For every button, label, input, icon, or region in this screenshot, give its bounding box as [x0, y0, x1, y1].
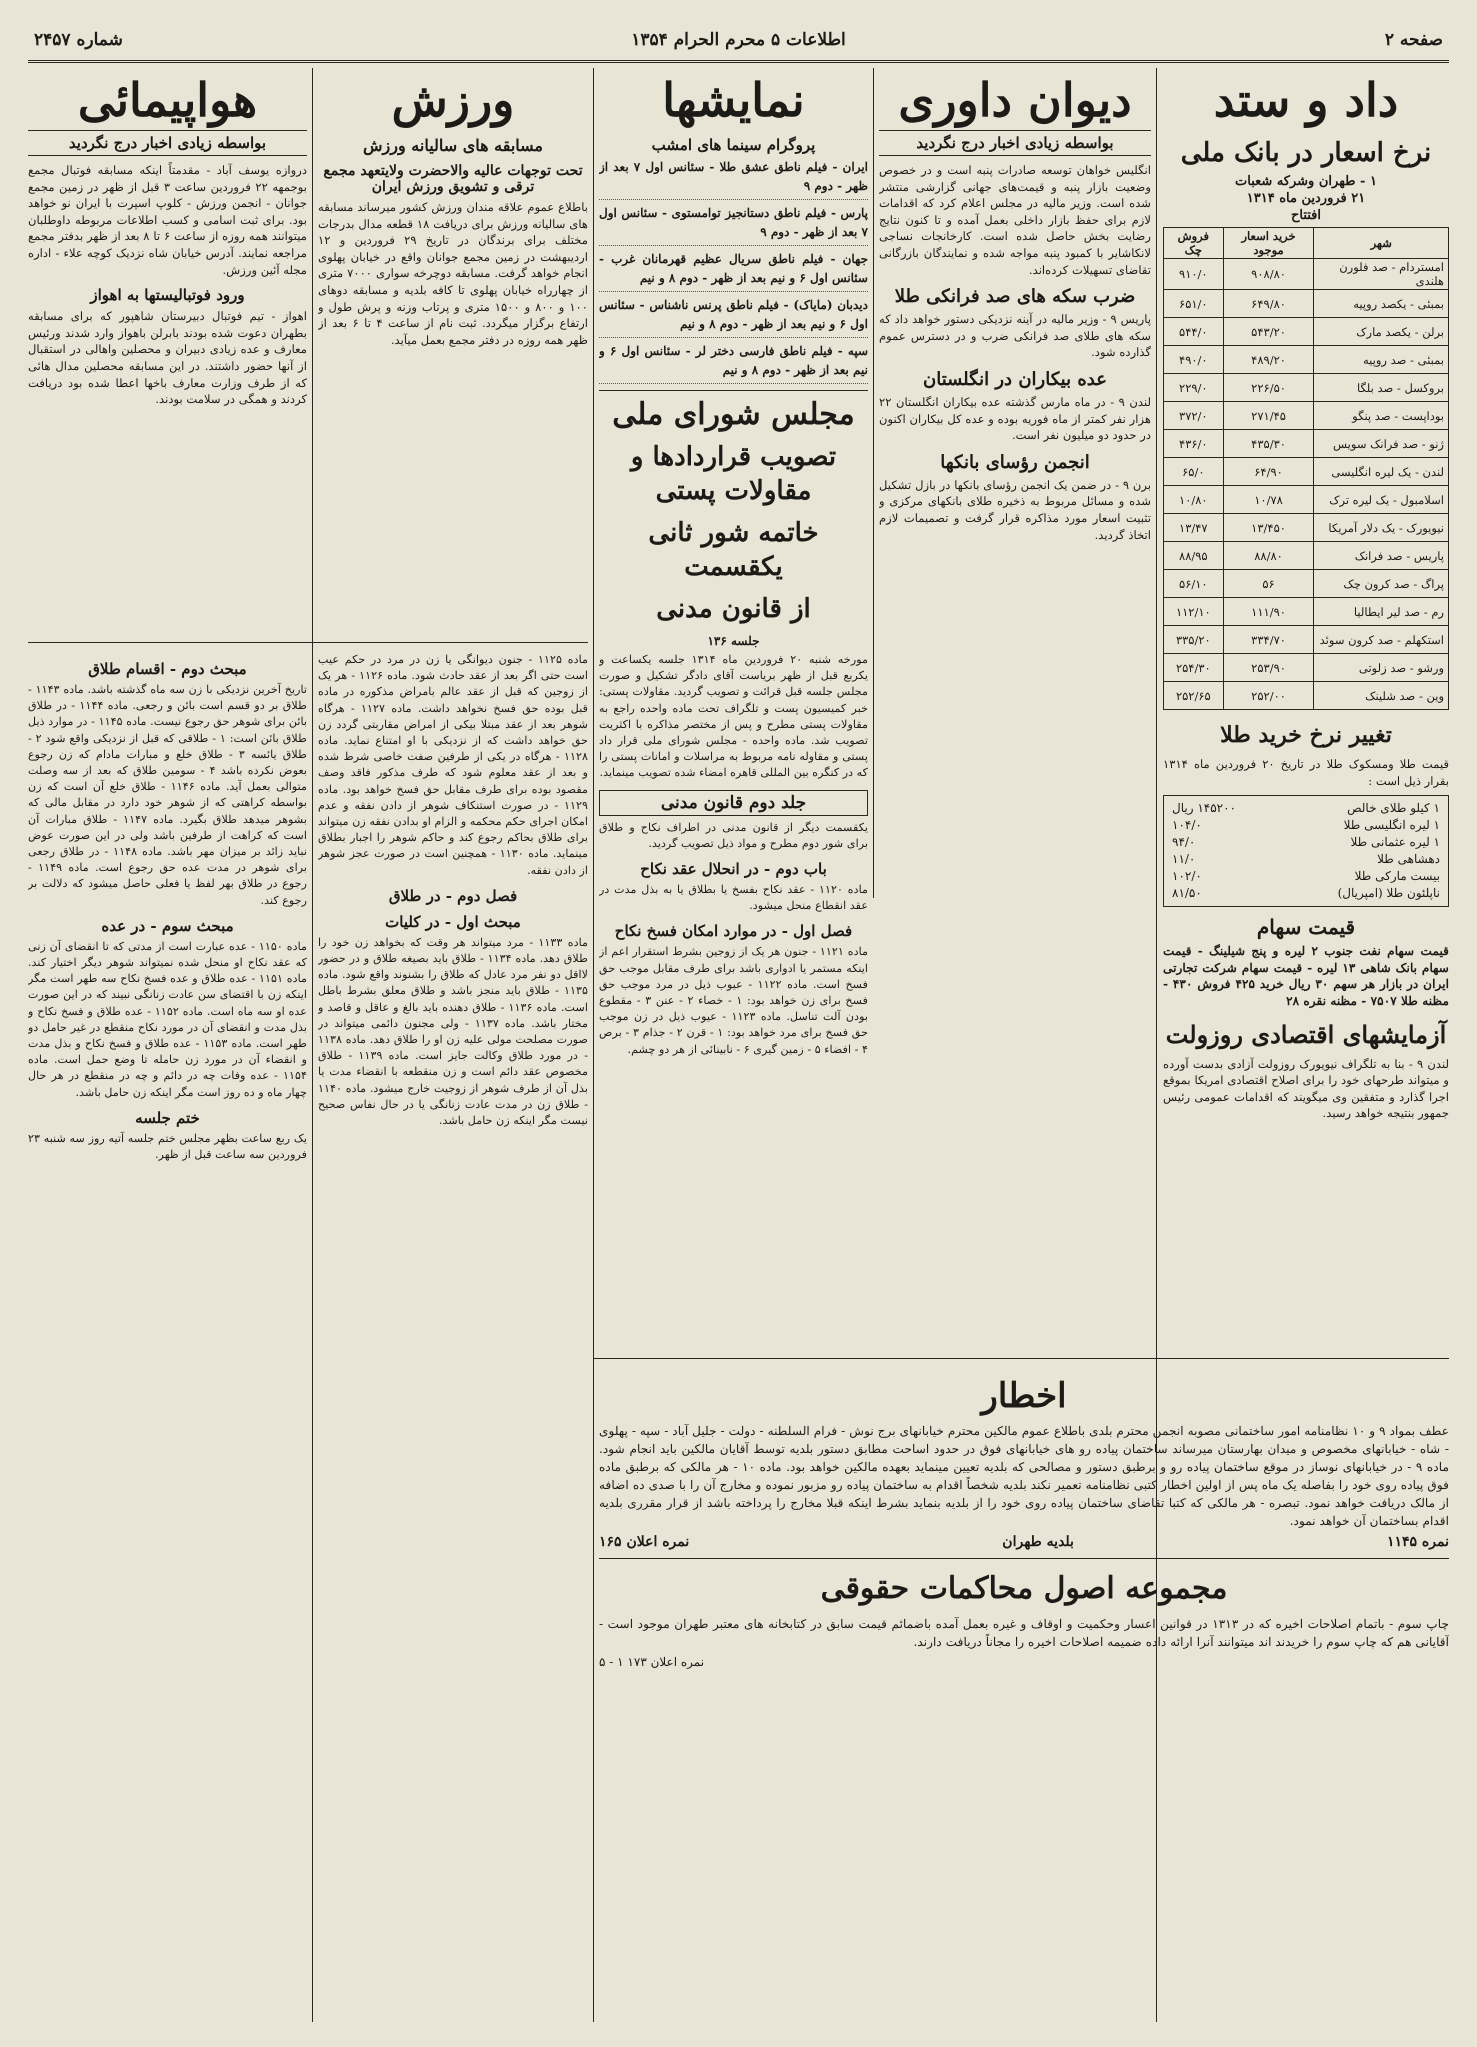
table-row [1164, 598, 1449, 626]
rate-cell: ۵۶/۱۰ [1164, 570, 1224, 598]
rate-cell: ۴۹۰/۰ [1164, 346, 1224, 374]
rate-cell: ۳۳۵/۲۰ [1164, 626, 1224, 654]
table-row [1164, 626, 1449, 654]
city-cell: بروکسل - صد بلگا [1314, 374, 1449, 402]
cinema-listing: ایران - فیلم ناطق عشق طلا - سئانس اول ۷ بعد از ظهر - دوم ۹ [599, 158, 868, 200]
newspaper-page [28, 22, 1449, 2022]
city-cell: ورشو - صد زلوتی [1314, 654, 1449, 682]
rate-cell: ۲۵۳/۹۰ [1223, 654, 1314, 682]
gold-price-row [1172, 800, 1440, 817]
shares-title: قیمت سهام [1256, 915, 1356, 940]
rate-cell: ۱۱۱/۹۰ [1223, 598, 1314, 626]
trade-sub1: ۱ - طهران وشرکه شعبات [1235, 174, 1377, 189]
section-rule [28, 642, 588, 643]
city-cell: بمبئی - صد روپیه [1314, 346, 1449, 374]
gold-item: ناپلئون طلا (امپریال) [1337, 886, 1440, 901]
rate-cell: ۵۴۴/۰ [1164, 318, 1224, 346]
trade-sub2: ۲۱ فروردین ماه ۱۳۱۴ [1246, 191, 1366, 206]
aviation-text2: اهواز - تیم فوتبال دبیرستان شاهپور که برای مسابقه بطهران دعوت شده بودند بابرلن باهواز وارد شدند ورئیس معارف و عده زیادی دبیران و محصلین واهالی در استقبال از آنها حضور داشتند. در این مسابقه محصلین مدال هائی که از طرف وزارت معارف باخها اعطا شده بود دریافت کردند و همگی در سلامت بودند. [28, 309, 307, 407]
rate-cell: ۲۲۹/۰ [1164, 374, 1224, 402]
chapter-text: یکقسمت دیگر از قانون مدنی در اطراف نکاح و طلاق برای شور دوم مطرح و مواد ذیل تصویب گردید. [599, 820, 868, 850]
court-subtitle: بواسطه زیادی اخبار درج نگردید [879, 130, 1151, 156]
gold-item: ۱ کیلو طلای خالص [1347, 801, 1440, 816]
rate-cell: ۴۳۵/۳۰ [1223, 430, 1314, 458]
trade-title: داد و ستد [1213, 73, 1399, 127]
gold-coin-head: ضرب سکه های صد فرانکی طلا [894, 286, 1136, 308]
shares-text: قیمت سهام نفت جنوب ۲ لیره و پنج شیلینگ - قیمت سهام بانک شاهی ۱۳ لیره - قیمت سهام شرکت تجارتی ایران در بازار هر سهم ۳۰ ریال خرید ۴۲۵ فروش ۴۳۰ - مظنه طلا ۷۵۰۷ - مظنه نقره ۲۸ [1163, 944, 1449, 1008]
ekhtar-number2: نمره ۱۱۴۵ [1386, 1534, 1449, 1550]
rate-cell: ۵۶ [1223, 570, 1314, 598]
gold-price: ۹۴/۰ [1172, 835, 1196, 850]
majlis-head1: تصویب قراردادها و مقاولات پستی [630, 442, 837, 506]
civil-mid-head2: مبحث اول - در کلیات [385, 912, 521, 931]
section2-head: فصل اول - در موارد امکان فسخ نکاح [614, 922, 853, 941]
gold-price: ۱۰۴/۰ [1172, 818, 1202, 833]
banks-head: انجمن رؤسای بانکها [940, 451, 1090, 473]
table-row [1164, 346, 1449, 374]
civil-text2: ماده ۱۱۵۰ - عده عبارت است از مدتی که تا انقضای آن زنی که عقد نکاح او منحل شده نمیتواند شوهر دیگر اختیار کند. ماده ۱۱۵۱ - عده طلاق و عده فسخ نکاح سه طهر است مگر اینکه زن با اقتضای سن عادت زنانگی نبیند که در این صورت عده او سه ماه است. ماده ۱۱۵۲ - عده طلاق و فسخ نکاح و بذل مدت و انقضای آن در مورد نکاح منقطع در غیر حامل دو طهر است. ماده ۱۱۵۳ - عده طلاق و فسخ نکاح و بذل مدت و انقضاء آن در مورد زن حامله تا وضع حمل است. ماده ۱۱۵۴ - عده وفات چه در دائم و چه در منقطع در هر حال چهار ماه و ده روز است مگر اینکه زن حامل باشد. [28, 939, 307, 1099]
court-column [879, 68, 1151, 1378]
table-row [1164, 486, 1449, 514]
table-row [1164, 682, 1449, 710]
court-title: دیوان داوری [898, 73, 1132, 127]
gold-title: تغییر نرخ خرید طلا [1220, 722, 1392, 748]
sport-subtitle: مسابقه های سالیانه ورزش [363, 136, 543, 155]
rate-cell: ۱۰/۸۰ [1164, 486, 1224, 514]
majlis-text: مورخه شنبه ۲۰ فروردین ماه ۱۳۱۴ جلسه یکساعت و یکربع قبل از ظهر بریاست آقای دادگر تشکیل و صورت مجلس جلسه قبل قرائت و تصویب گردید. مقاولات پستی: خبر کمیسیون پست و تلگراف تحت ماده واحده راجع به مقاولات پستی مطرح و پس از مختصر مذاکره با اکثریت تصویب شد. ماده واحده - مجلس شورای ملی قرار داد پستی و مقاوله نامه مربوط به مراسلات و امانات پستی را که در کنگره بین المللی قاهره امضاء شده تصویب مینماید. [599, 653, 868, 780]
rate-cell: ۶۴۹/۸۰ [1223, 290, 1314, 318]
table-row [1164, 570, 1449, 598]
table-row [1164, 374, 1449, 402]
ekhtar-footer [599, 1534, 1449, 1550]
sport-column [318, 68, 588, 638]
city-cell: نیویورک - یک دلار آمریکا [1314, 514, 1449, 542]
majlis-head2: خاتمه شور ثانی یکقسمت [648, 518, 819, 582]
table-header-row [1164, 228, 1449, 259]
city-cell: برلن - یکصد مارک [1314, 318, 1449, 346]
column-rule [873, 68, 874, 898]
city-cell: بمبئی - یکصد روپیه [1314, 290, 1449, 318]
rate-cell: ۲۷۱/۴۵ [1223, 402, 1314, 430]
gold-box [1163, 795, 1449, 907]
gold-coin-text: پاریس ۹ - وزیر مالیه در آینه نزدیکی دستور خواهد داد که سکه های طلای صد فرانکی ضرب و در دسترس عموم گذارده شود. [879, 312, 1151, 360]
gold-price-row [1172, 868, 1440, 885]
gold-price-row [1172, 817, 1440, 834]
civil-mid-text: ماده ۱۱۲۵ - جنون دیوانگی یا زن در مرد در حکم عیب است حتی اگر بعد از عقد حادث شود. ماده ۱۱۲۶ - هر یک از زوجین که قبل از عقد عالم بامراض مذکوره در ماده قبل بوده حق فسخ نخواهد داشت. ماده ۱۱۲۷ - هرگاه شوهر بعد از عقد مبتلا بیکی از امراض مقاربتی گردد زن حق خواهد داشت که از نزدیکی با او امتناع نماید. ماده ۱۱۲۸ - هرگاه در یکی از طرفین صفت خاصی شرط شده و بعد از عقد معلوم شود که طرف مذکور فاقد وصف مقصود بوده برای طرف مقابل حق فسخ خواهد بود. ماده ۱۱۲۹ - در صورت استنکاف شوهر از دادن نفقه و عدم امکان اجرای حکم محکمه و الزام او بدادن نفقه زن میتواند برای طلاق بحاکم رجوع کند و حاکم شوهر را اجبار بطلاق مینماید. ماده ۱۱۳۰ - همچنین است در صورت عجز شوهر از دادن نفقه. [318, 653, 588, 877]
rate-cell: ۸۸/۹۵ [1164, 542, 1224, 570]
gold-price-row [1172, 834, 1440, 851]
rate-cell: ۴۸۹/۲۰ [1223, 346, 1314, 374]
court-article: انگلیس خواهان توسعه صادرات پنبه است و در خصوص وضعیت بازار پنبه و قیمت‌های جهانی گزارشی منتشر شده است. وزیر مالیه در مجلس اعلام کرد که اقدامات لازم برای حفظ بازار داخلی بعمل آمده و تا کنون نتایج رضایت بخش حاصل شده است. کارخانجات نساجی لانکاشایر با کمبود پنبه مواجه شده و نمایندگان بازرگانی تقاضای تسهیلات کرده‌اند. [879, 163, 1151, 277]
gold-price-row [1172, 885, 1440, 902]
trade-sub3: افتتاح [1290, 208, 1322, 223]
sport-head: تحت توجهات عالیه والاحضرت ولایتعهد مجمع ترقی و تشویق ورزش ایران [323, 163, 583, 195]
gold-price-row [1172, 851, 1440, 868]
aviation-head2: ورود فوتبالیستها به اهواز [90, 286, 245, 305]
majlis-head3: از قانون مدنی [656, 594, 811, 624]
experiments-text: لندن ۹ - بنا به تلگراف نیویورک روزولت آزادی بدست آورده و میتواند طرحهای خود را برای اصلاح اقتصادی امریکا بموقع اجرا گذارد و متفقین وی میگویند که اقدامات عمومی رئیس جمهور بنتیجه خواهد رسید. [1163, 1056, 1449, 1121]
table-row [1164, 514, 1449, 542]
column-rule [312, 68, 313, 2022]
page-label: صفحه ۲ [1384, 30, 1443, 50]
majlis-stamp: مجلس شورای ملی [612, 397, 855, 432]
rate-cell: ۶۵۱/۰ [1164, 290, 1224, 318]
session-close-text: یک ربع ساعت بظهر مجلس ختم جلسه آتیه روز سه شنبه ۲۳ فروردین سه ساعت قبل از ظهر. [28, 1131, 307, 1162]
trade-column [1163, 68, 1449, 1378]
table-row [1164, 259, 1449, 290]
cinema-listing: سپه - فیلم ناطق فارسی دختر لر - سئانس اول ۶ و نیم بعد از ظهر - دوم ۸ و نیم [599, 342, 868, 384]
gold-item: دهشاهی طلا [1377, 852, 1440, 867]
section1-text: ماده ۱۱۲۰ - عقد نکاح بفسخ یا بطلاق یا به بذل مدت در عقد انقطاع منحل میشود. [599, 883, 868, 913]
majmoe-number: نمره اعلان ۱۷۳ ۱ - ۵ [599, 1655, 705, 1669]
table-row [1164, 290, 1449, 318]
section1-head: باب دوم - در انحلال عقد نکاح [640, 860, 827, 879]
experiments-title: آزمایشهای اقتصادی روزولت [1165, 1019, 1447, 1049]
exchange-rate-table [1163, 227, 1449, 710]
civil-code-left [28, 652, 307, 2016]
gold-price: ۱۴۵۲۰۰ ریال [1172, 801, 1236, 816]
ekhtar-text: عطف بمواد ۹ و ۱۰ نظامنامه امور ساختمانی مصوبه انجمن محترم بلدی باطلاع عموم مالکین محترم خیابانهای برج نوش - فرام السلطنه - دولت - جلیل آباد - سپه - پهلوی - شاه - خیابانهای مخصوص و میدان بهارستان میرساند ساختمان پیاده رو های خیابانهای فوق در حدود اساحت مطابق دستور بلدیه توسط آقایان مالکین باید انجام شود. ماده ۹ - در خیابانهای نوساز در موقع ساختمان پیاده رو و برطبق دستور و مصالحی که بلدیه تعیین مینماید بعهده مالکین خواهد بود. ماده ۱۰ - هر مالکی که برطبق ماده فوق پیاده روی خود را بفاصله یک ماه پس از اولین اخطار کتبی نظامنامه تعمیر نکند بلدیه شخصاً اقدام به ساختمان پیاده رو مزبور نموده و مخارج آن را با صدی ده اضافه از مالک دریافت خواهد نمود. تبصره - هر مالکی که کتبا تقاضای ساختمان پیاده روی خود را از بلدیه بنماید بشرط اینکه قبلا مخارج را پرداخته باشد از قرار مقرری بلدیه اقدام بساختمان آن خواهد نمود. [599, 1424, 1449, 1528]
rate-cell: ۶۴/۹۰ [1223, 458, 1314, 486]
majmoe-title: مجموعه اصول محاکمات حقوقی [820, 1571, 1228, 1606]
rate-cell: ۳۷۲/۰ [1164, 402, 1224, 430]
city-cell: وین - صد شلینک [1314, 682, 1449, 710]
majmoe-text: چاپ سوم - باتمام اصلاحات اخیره که در ۱۳۱۳ در قوانین اعسار وحکمیت و اوقاف و غیره بعمل آمده باضمائم قیمت سابق در کتابخانه های معتبر طهران موجود است - آقایانی هم که چاپ سوم را خریدند اند میتوانند آنرا ارائه داده ضمیمه اصلاحات اخیره را مجاناً دریافت دارند. [599, 1617, 1449, 1649]
section2-text: ماده ۱۱۲۱ - جنون هر یک از زوجین بشرط استقرار اعم از اینکه مستمر یا ادواری باشد برای طرف مقابل موجب حق فسخ است. ماده ۱۱۲۲ - عیوب ذیل در مرد موجب حق فسخ برای زن خواهد بود: ۱ - خصاء ۲ - عنن ۳ - مقطوع بودن آلت تناسل. ماده ۱۱۲۳ - عیوب ذیل در زن موجب حق فسخ برای مرد خواهد بود: ۱ - قرن ۲ - جذام ۳ - برص ۴ - افضاء ۵ - زمین گیری ۶ - نابینائی از هر دو چشم. [599, 945, 868, 1056]
section-rule [599, 1558, 1449, 1559]
table-row [1164, 458, 1449, 486]
city-cell: ژنو - صد فرانک سویس [1314, 430, 1449, 458]
rate-cell: ۲۵۴/۳۰ [1164, 654, 1224, 682]
table-row [1164, 318, 1449, 346]
gold-item: ۱ لیره عثمانی طلا [1350, 835, 1440, 850]
city-cell: پراگ - صد کرون چک [1314, 570, 1449, 598]
rate-cell: ۵۴۳/۲۰ [1223, 318, 1314, 346]
table-row [1164, 654, 1449, 682]
rate-cell: ۸۸/۸۰ [1223, 542, 1314, 570]
rate-cell: ۹۱۰/۰ [1164, 259, 1224, 290]
banks-text: برن ۹ - در ضمن یک انجمن رؤسای بانکها در بازل تشکیل شده و مسائل مربوط به ذخیره طلای بانکهای مرکزی و تثبیت اسعار مورد مذاکره قرار گرفت و تصمیمات لازم اتخاذ گردید. [879, 477, 1151, 542]
unemployed-head: عده بیکاران در انگلستان [922, 368, 1107, 390]
city-cell: پاریس - صد فرانک [1314, 542, 1449, 570]
rate-cell: ۲۵۲/۰۰ [1223, 682, 1314, 710]
section-rule [599, 390, 868, 391]
rate-cell: ۴۳۶/۰ [1164, 430, 1224, 458]
rate-cell: ۶۵/۰ [1164, 458, 1224, 486]
gold-intro: قیمت طلا ومسکوک طلا در تاریخ ۲۰ فروردین ماه ۱۳۱۴ بقرار ذیل است : [1163, 757, 1449, 788]
notices-block [599, 1366, 1449, 2016]
table-header: شهر [1314, 228, 1449, 259]
city-cell: رم - صد لیر ایطالیا [1314, 598, 1449, 626]
civil-code-mid [318, 652, 588, 2016]
chapter-head: جلد دوم قانون مدنی [599, 790, 868, 816]
rate-cell: ۱۳/۴۵۰ [1223, 514, 1314, 542]
unemployed-text: لندن ۹ - در ماه مارس گذشته عده بیکاران انگلستان ۲۲ هزار نفر کمتر از ماه فوریه بوده و عده کل بیکاران اکنون در حدود دو میلیون نفر است. [879, 394, 1151, 443]
table-header: فروش چک [1164, 228, 1224, 259]
rate-cell: ۹۰۸/۸۰ [1223, 259, 1314, 290]
rate-cell: ۲۲۶/۵۰ [1223, 374, 1314, 402]
sport-title: ورزش [391, 73, 515, 127]
rate-cell: ۱۰/۷۸ [1223, 486, 1314, 514]
rate-cell: ۲۵۲/۶۵ [1164, 682, 1224, 710]
ekhtar-number: نمره اعلان ۱۶۵ [599, 1534, 690, 1550]
shows-title: نمایشها [662, 73, 805, 127]
cinema-listing: پارس - فیلم ناطق دستانجیز توامستوی - سئانس اول ۷ بعد از ظهر - دوم ۹ [599, 204, 868, 246]
aviation-text: دروازه یوسف آباد - مقدمتاً اینکه مسابقه فوتبال مجمع بوجمهه ۲۲ فروردین ساعت ۳ قبل از ظهر در زمین مجمع جوانان - انجمن ورزش - کلوپ اسپرت با ایران نو خواهد بود. برای ثبت اسامی و کسب اطلاعات مربوطه داوطلبان میتوانند همه روزه از ساعت ۶ تا ۸ بعد از ظهر بدفتر مجمع مراجعه نمایند. آدرس خیابان شاه نزدیک کوچه علاء - اداره مجله آئین ورزش. [28, 163, 307, 277]
gold-price: ۸۱/۵۰ [1172, 886, 1202, 901]
rate-cell: ۱۱۲/۱۰ [1164, 598, 1224, 626]
session-close-head: ختم جلسه [135, 1108, 200, 1127]
issue-number: شماره ۲۴۵۷ [34, 30, 123, 50]
paper-date: اطلاعات ۵ محرم الحرام ۱۳۵۴ [631, 30, 846, 50]
civil-text1: تاریخ آخرین نزدیکی با زن سه ماه گذشته باشد. ماده ۱۱۴۳ - طلاق بر دو قسم است بائن و رجعی. ماده ۱۱۴۴ - در طلاق بائن برای شوهر حق رجوع نیست. ماده ۱۱۴۵ - در موارد ذیل طلاق بائن است: ۱ - طلاقی که قبل از نزدیکی واقع شود ۲ - طلاق یائسه ۳ - طلاق خلع و مبارات مادام که زن رجوع بعوض نکرده باشد ۴ - سومین طلاق که بعد از سه وصلت متوالی بعمل آید. ماده ۱۱۴۶ - طلاق خلع آن است که زن بواسطه کراهتی که از شوهر خود دارد در مقابل مالی که بشوهر میدهد طلاق بگیرد. ماده ۱۱۴۷ - طلاق مبارات آن است که کراهت از طرفین باشد ولی در این صورت عوض نباید زائد بر میزان مهر باشد. ماده ۱۱۴۸ - در طلاق رجعی برای شوهر در مدت عده حق رجوع است. ماده ۱۱۴۹ - رجوع در طلاق بهر لفظ یا فعلی حاصل میشود که دلالت بر رجوع کند. [28, 683, 307, 907]
gold-item: بیست مارکی طلا [1354, 869, 1440, 884]
cinema-list [599, 158, 868, 384]
city-cell: لندن - یک لیره انگلیسی [1314, 458, 1449, 486]
civil-head2: مبحث سوم - در عده [101, 916, 234, 935]
table-row [1164, 542, 1449, 570]
cinema-listing: جهان - فیلم ناطق سریال عظیم قهرمانان غرب - سئانس اول ۶ و نیم بعد از ظهر - دوم ۸ و نیم [599, 250, 868, 292]
aviation-column [28, 68, 307, 638]
sport-text: باطلاع عموم علاقه مندان ورزش کشور میرساند مسابقه های سالیانه ورزش برای دریافت ۱۸ قطعه مدال بدرجات مختلف برای برندگان در تاریخ ۲۹ فروردین و ۱۲ اردیبهشت در زمین مجمع جوانان واقع در خیابان پهلوی انجام خواهد گرفت. مسابقه دوچرخه سواری ۷۰۰۰ متری از چهارراه خیابان پهلوی تا کافه بلدیه و مسابقه دوهای ۱۰۰ و ۸۰۰ و ۱۵۰۰ متری و پرتاب وزنه و پرش طول و ارتفاع برگزار میگردد. ثبت نام از ساعت ۴ تا ۶ بعد از ظهر همه روزه در دفتر مجمع بعمل میآید. [318, 200, 588, 347]
section-rule [594, 1358, 1449, 1359]
ekhtar-title: اخطار [981, 1376, 1067, 1416]
city-cell: امستردام - صد فلورن هلندی [1314, 259, 1449, 290]
column-rule [593, 68, 594, 2022]
gold-price: ۱۱/۰ [1172, 852, 1196, 867]
trade-headline: نرخ اسعار در بانک ملی [1180, 138, 1432, 168]
gold-price: ۱۰۲/۰ [1172, 869, 1202, 884]
masthead [28, 22, 1449, 63]
city-cell: استکهلم - صد کرون سوئد [1314, 626, 1449, 654]
cinema-program-head: پروگرام سینما های امشب [651, 136, 816, 154]
aviation-subtitle: بواسطه زیادی اخبار درج نگردید [28, 130, 307, 156]
city-cell: بوداپست - صد پنگو [1314, 402, 1449, 430]
table-row [1164, 402, 1449, 430]
civil-head1: مبحث دوم - اقسام طلاق [88, 660, 247, 678]
majlis-session: جلسه ۱۳۶ [707, 634, 760, 648]
rate-cell: ۳۳۴/۷۰ [1223, 626, 1314, 654]
civil-mid-text2: ماده ۱۱۳۳ - مرد میتواند هر وقت که بخواهد زن خود را طلاق دهد. ماده ۱۱۳۴ - طلاق باید بصیغه طلاق و در حضور لااقل دو نفر مرد عادل که طلاق را بشنوند واقع شود. ماده ۱۱۳۵ - طلاق باید منجز باشد و طلاق معلق بشرط باطل است. ماده ۱۱۳۶ - طلاق دهنده باید بالغ و عاقل و قاصد و مختار باشد. ماده ۱۱۳۷ - ولی مجنون دائمی میتواند در صورت مصلحت مولی علیه زن او را طلاق دهد. ماده ۱۱۳۸ - در مورد طلاق وکالت جایز است. ماده ۱۱۳۹ - طلاق مخصوص عقد دائم است و زن منقطعه با انقضاء مدت یا بذل آن از طرف شوهر از زوجیت خارج میشود. ماده ۱۱۴۰ - طلاق زن در مدت عادت زنانگی یا در حال نفاس صحیح نیست مگر اینکه زن حامل باشد. [318, 935, 588, 1128]
rate-cell: ۱۳/۴۷ [1164, 514, 1224, 542]
aviation-title: هواپیمائی [77, 73, 258, 127]
gold-item: ۱ لیره انگلیسی طلا [1343, 818, 1440, 833]
ekhtar-signature: بلدیه طهران [1002, 1534, 1074, 1550]
cinema-listing: دیدبان (مایاک) - فیلم ناطق پرنس ناشناس - سئانس اول ۶ و نیم بعد از ظهر - دوم ۸ و نیم [599, 296, 868, 338]
city-cell: اسلامبول - یک لیره ترک [1314, 486, 1449, 514]
table-header: خرید اسعار موجود [1223, 228, 1314, 259]
table-row [1164, 430, 1449, 458]
civil-mid-head1: فصل دوم - در طلاق [388, 886, 518, 905]
